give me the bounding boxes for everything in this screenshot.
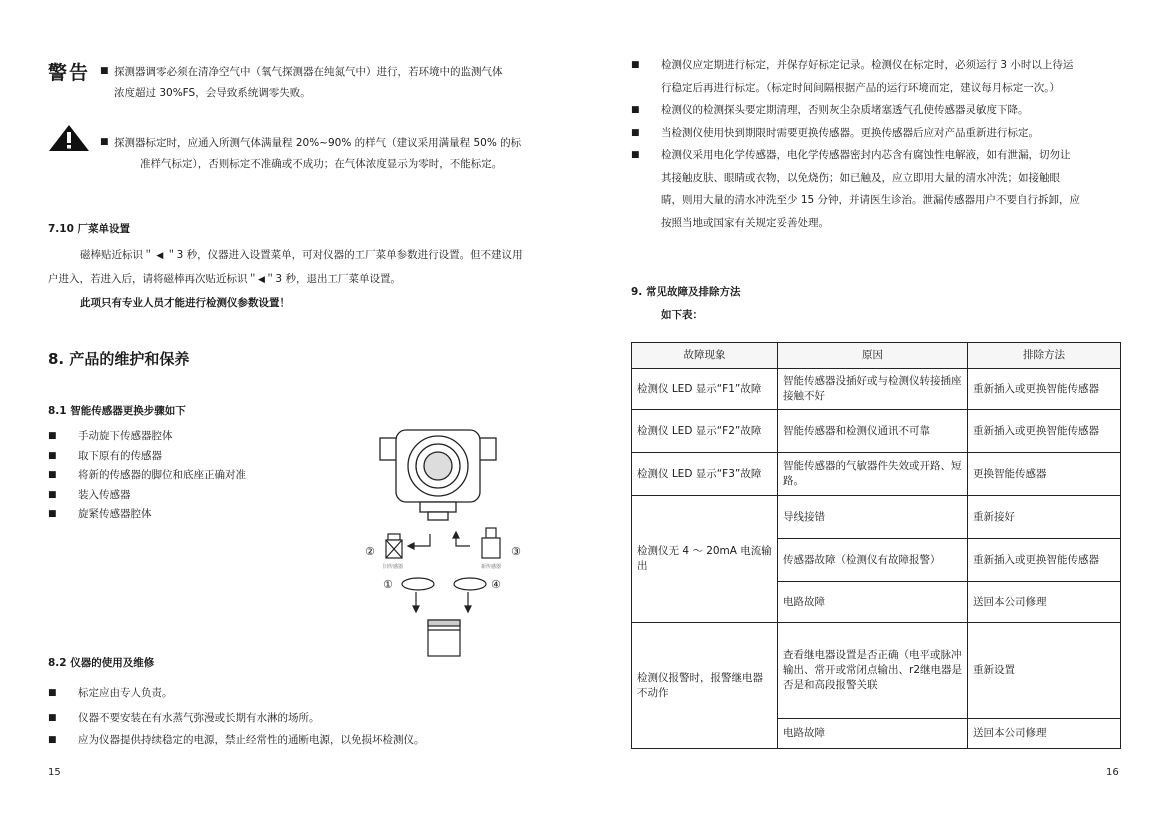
warning-triangle-icon [48, 124, 90, 152]
warning-text [114, 62, 503, 104]
table-row [632, 496, 1121, 539]
table-cell: 检测仪报警时，报警继电器不动作 [632, 623, 778, 749]
list-item: ■ 标定应由专人负责。 [48, 683, 498, 708]
table-row [632, 453, 1121, 496]
list-item: ■ 检测仪的检测探头要定期清理，否则灰尘杂质堵塞透气孔使传感器灵敏度下降。 [631, 104, 1029, 116]
table-cell: 更换智能传感器 [968, 453, 1121, 496]
list-item: ■ 当检测仪使用快到期限时需要更换传感器。更换传感器后应对产品重新进行标定。 [631, 126, 1039, 139]
table-header-cell: 原因 [778, 343, 968, 369]
table-cell: 重新接好 [968, 496, 1121, 539]
section-7-10-line-2: 户进入，若进入后，请将磁棒再次贴近标识＂◀＂3 秒，退出工厂菜单设置。 [48, 273, 401, 285]
caution-bullet: ■ [100, 137, 109, 147]
section-8-title: 8. 产品的维护和保养 [48, 350, 190, 368]
table-cell: 重新插入或更换智能传感器 [968, 539, 1121, 582]
sensor-replacement-diagram [358, 422, 538, 662]
section-7-10-note: 此项只有专业人员才能进行检测仪参数设置！ [80, 297, 290, 309]
old-sensor-icon [386, 534, 402, 558]
list-item: ■ 手动旋下传感器腔体 [48, 427, 348, 447]
list-item: ■ 应为仪器提供持续稳定的电源，禁止经常性的通断电源，以免损坏检测仪。 [48, 730, 498, 750]
caution-line-2: 准样气标定），否则标定不准确或不成功；在气体浓度显示为零时，不能标定。 [140, 158, 503, 170]
warning-line-1: 探测器调零必须在清净空气中（氧气探测器在纯氮气中）进行，若环境中的监测气体 [114, 66, 503, 78]
maintenance-list [631, 54, 1131, 234]
sensor-body-icon [428, 620, 460, 656]
magnet-mark-icon: ◀ [258, 275, 265, 285]
list-item: ■ 取下原有的传感器 [48, 447, 348, 467]
table-cell: 检测仪 LED 显示“F2”故障 [632, 410, 778, 453]
table-cell: 传感器故障（检测仪有故障报警） [778, 539, 968, 582]
warning-line-2: 浓度超过 30%FS，会导致系统调零失败。 [114, 87, 311, 99]
warning-bullet: ■ [100, 66, 109, 76]
table-cell: 检测仪无 4 ～ 20mA 电流输出 [632, 496, 778, 623]
old-sensor-caption: 旧传感器 [383, 564, 404, 570]
list-item: ■ 检测仪采用电化学传感器，电化学传感器密封内芯含有腐蚀性电解液，如有泄漏，切勿让 其接触皮肤、眼睛或衣物，以免烧伤；如已触及，应立即用大量的清水冲洗；如接触眼 睛，则用大量的清水冲洗至少 15 分钟，并请医生诊治。泄漏传感器用户不要自行拆卸，应 按照当地或国家有关规定妥善处理。 [631, 149, 1081, 229]
step-4-label: ④ [491, 578, 501, 591]
table-cell: 检测仪 LED 显示“F3”故障 [632, 453, 778, 496]
table-row [632, 623, 1121, 719]
table-row [632, 369, 1121, 410]
section-9-title: 9. 常见故障及排除方法 [631, 286, 741, 298]
table-cell: 重新插入或更换智能传感器 [968, 369, 1121, 410]
fault-table [631, 342, 1121, 749]
table-header-row [632, 343, 1121, 369]
table-cell: 电路故障 [778, 719, 968, 749]
caution-line-1: 探测器标定时，应通入所测气体满量程 20%~90% 的样气（建议采用满量程 50% 的标 [114, 137, 522, 149]
new-sensor-caption: 新传感器 [481, 564, 502, 570]
caution-text [114, 133, 521, 175]
table-cell: 导线接错 [778, 496, 968, 539]
new-sensor-icon [482, 528, 500, 558]
section-7-10-title: 7.10 厂菜单设置 [48, 223, 131, 235]
list-item: ■ 装入传感器 [48, 486, 348, 506]
step-2-label: ② [365, 545, 375, 558]
step-1-label: ① [383, 578, 393, 591]
section-8-1-title: 8.1 智能传感器更换步骤如下 [48, 405, 186, 417]
table-cell: 重新设置 [968, 623, 1121, 719]
table-header-cell: 排除方法 [968, 343, 1121, 369]
warning-label: 警告 [48, 62, 91, 84]
table-cell: 智能传感器没插好或与检测仪转接插座接触不好 [778, 369, 968, 410]
table-cell: 重新插入或更换智能传感器 [968, 410, 1121, 453]
section-9-subtitle: 如下表： [661, 309, 703, 321]
table-cell: 智能传感器和检测仪通讯不可靠 [778, 410, 968, 453]
usage-list [48, 683, 498, 750]
table-row [632, 410, 1121, 453]
magnet-mark-icon: ◀ [153, 251, 167, 261]
table-cell: 送回本公司修理 [968, 719, 1121, 749]
table-cell: 智能传感器的气敏器件失效或开路、短路。 [778, 453, 968, 496]
detector-housing-icon [380, 430, 496, 520]
step-3-label: ③ [511, 545, 521, 558]
section-7-10-line-1: 磁棒贴近标识＂ ◀ ＂3 秒，仪器进入设置菜单，可对仪器的工厂菜单参数进行设置。但不建议用 [80, 249, 523, 261]
section-8-2-title: 8.2 仪器的使用及维修 [48, 657, 155, 669]
page-number-left: 15 [48, 767, 61, 778]
list-item: ■ 旋紧传感器腔体 [48, 505, 348, 525]
page-number-right: 16 [1106, 767, 1119, 778]
replace-steps-list [48, 427, 348, 525]
table-cell: 查看继电器设置是否正确（电平或脉冲输出、常开或常闭点输出、r2继电器是否是和高段报警关联 [778, 623, 968, 719]
list-item: ■ 检测仪应定期进行标定，并保存好标定记录。检测仪在标定时，必须运行 3 小时以上待运 行稳定后再进行标定。（标定时间间隔根据产品的运行环境而定，建议每月标定一次。） [631, 59, 1074, 94]
table-cell: 送回本公司修理 [968, 582, 1121, 623]
table-cell: 检测仪 LED 显示“F1”故障 [632, 369, 778, 410]
list-item: ■ 仪器不要安装在有水蒸气弥漫或长期有水淋的场所。 [48, 708, 498, 730]
table-header-cell: 故障现象 [632, 343, 778, 369]
table-cell: 电路故障 [778, 582, 968, 623]
list-item: ■ 将新的传感器的脚位和底座正确对准 [48, 466, 348, 486]
